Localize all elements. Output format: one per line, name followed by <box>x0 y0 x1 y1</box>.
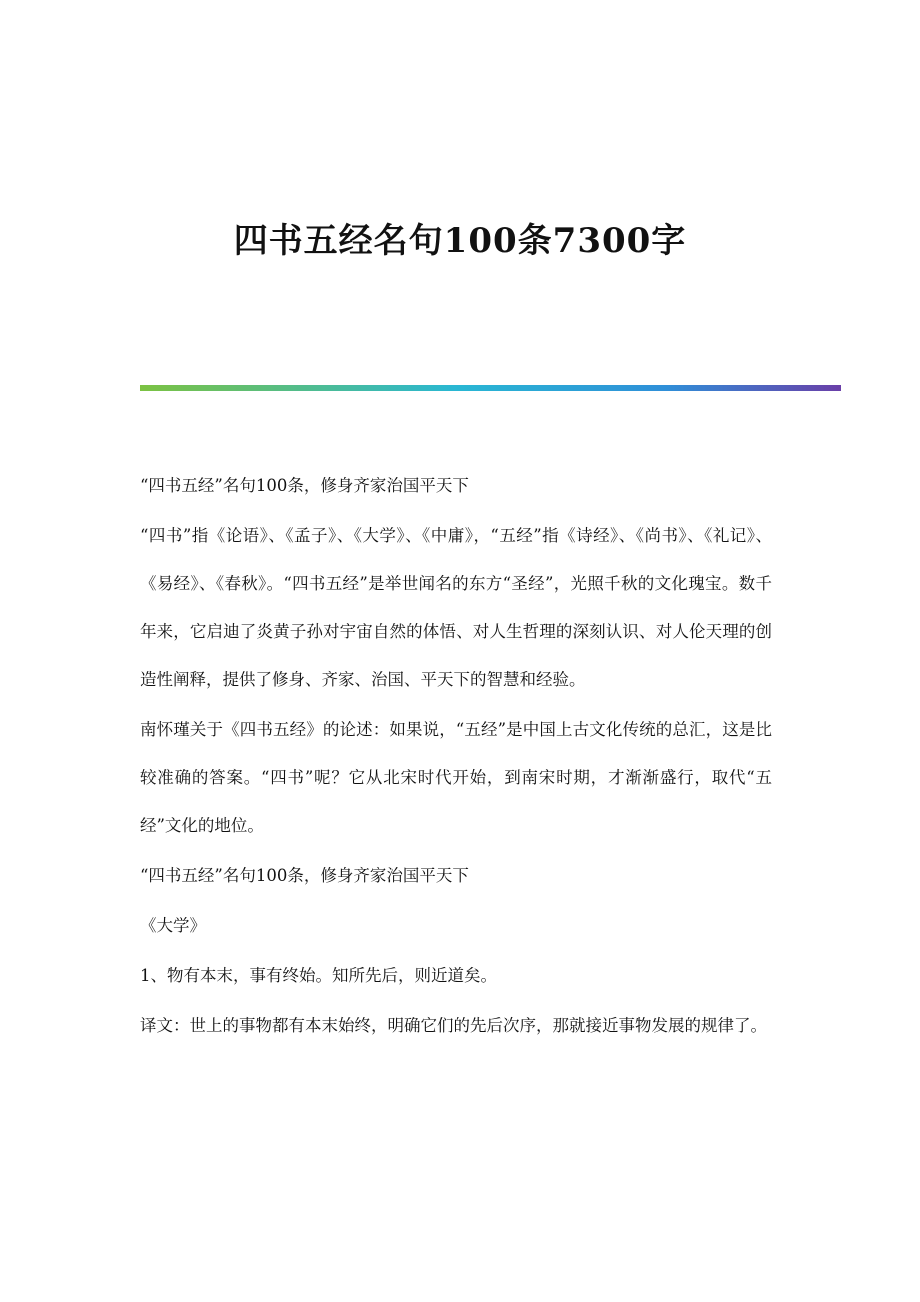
section-heading: “四书五经”名句100条，修身齐家治国平天下 <box>140 866 469 885</box>
title-divider <box>140 385 841 391</box>
quote-item: 1、物有本末，事有终始。知所先后，则近道矣。 <box>140 966 497 985</box>
nan-huaijin-paragraph: 南怀瑾关于《四书五经》的论述：如果说，“五经”是中国上古文化传统的总汇，这是比较准确的答案。“四书”呢？它从北宋时代开始，到南宋时期，才渐渐盛行，取代“五经”文化的地位。 <box>140 720 772 835</box>
page-title: 四书五经名句100条7300字 <box>233 221 687 261</box>
book-heading-daxue: 《大学》 <box>140 916 206 935</box>
translation-paragraph: 译文：世上的事物都有本末始终，明确它们的先后次序，那就接近事物发展的规律了。 <box>140 1016 767 1035</box>
intro-paragraph: “四书”指《论语》、《孟子》、《大学》、《中庸》，“五经”指《诗经》、《尚书》、《礼记》、《易经》、《春秋》。“四书五经”是举世闻名的东方“圣经”，光照千秋的文化瑰宝。数千年来，它启迪了炎黄子孙对宇宙自然的体悟、对人生哲理的深刻认识、对人伦天理的创造性阐释，提供了修身、齐家、治国、平天下的智慧和经验。 <box>140 526 772 689</box>
subtitle-paragraph: “四书五经”名句100条，修身齐家治国平天下 <box>140 476 469 495</box>
document-body <box>140 462 772 1052</box>
